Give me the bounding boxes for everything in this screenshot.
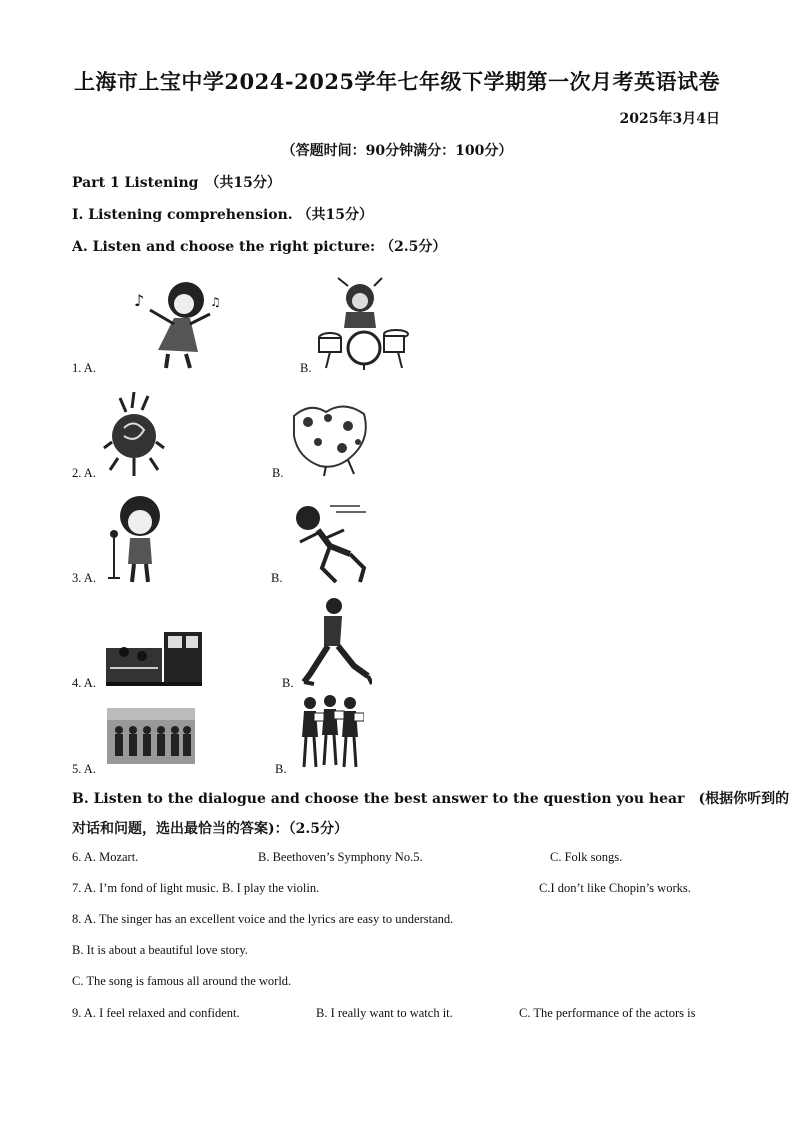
exam-date: 2025年3月4日 [619, 111, 720, 127]
singer-picture [104, 494, 164, 584]
sectionB-line2: 对话和问题，选出最恰当的答案)：（2.5分） [72, 821, 348, 837]
exam-time-info: （答题时间：90分钟满分：100分） [281, 143, 513, 159]
q6-option-c: C. Folk songs. [550, 850, 623, 864]
rose-picture [102, 388, 167, 478]
singing-group-picture [298, 693, 364, 771]
q9-option-a: 9. A. I feel relaxed and confident. [72, 1006, 240, 1020]
walking-man-picture [300, 596, 372, 688]
q4-a-label: 4. A. [72, 676, 96, 690]
q4-b-label: B. [282, 676, 294, 690]
q3-b-label: B. [271, 571, 283, 585]
section1-heading: I. Listening comprehension. （共15分） [72, 207, 374, 223]
q3-a-label: 3. A. [72, 571, 96, 585]
q8-option-c: C. The song is famous all around the world. [72, 974, 292, 988]
q2-a-label: 2. A. [72, 466, 96, 480]
part1-heading: Part 1 Listening （共15分） [72, 175, 281, 191]
svg-text:♪: ♪ [134, 291, 145, 310]
q6-option-a: 6. A. Mozart. [72, 850, 139, 864]
q9-option-b: B. I really want to watch it. [316, 1006, 453, 1020]
q7-option-c: C.I don’t like Chopin’s works. [539, 881, 691, 895]
choir-picture [107, 708, 195, 764]
svg-text:♫: ♫ [210, 295, 221, 309]
q1-b-label: B. [300, 361, 312, 375]
q1-a-label: 1. A. [72, 361, 96, 375]
q8-option-b: B. It is about a beautiful love story. [72, 943, 248, 957]
q6-option-b: B. Beethoven’s Symphony No.5. [258, 850, 423, 864]
running-boy-picture [290, 502, 368, 584]
orchestra-room-picture [106, 628, 202, 686]
sectionA-heading: A. Listen and choose the right picture: （2.5分） [72, 239, 447, 255]
q9-option-c: C. The performance of the actors is [519, 1006, 696, 1020]
q2-b-label: B. [272, 466, 284, 480]
exam-title: 上海市上宝中学2024-2025学年七年级下学期第一次月考英语试卷 [73, 69, 721, 94]
dancing-girl-picture [128, 270, 228, 370]
q7-options-ab: 7. A. I’m fond of light music. B. I play the violin. [72, 881, 320, 895]
q5-a-label: 5. A. [72, 762, 96, 776]
flowering-bush-picture [290, 396, 370, 476]
q5-b-label: B. [275, 762, 287, 776]
q8-option-a: 8. A. The singer has an excellent voice and the lyrics are easy to understand. [72, 912, 454, 926]
drummer-picture [318, 276, 413, 371]
sectionB-line1: B. Listen to the dialogue and choose the best answer to the question you hear (根据你听到的 [72, 791, 790, 807]
